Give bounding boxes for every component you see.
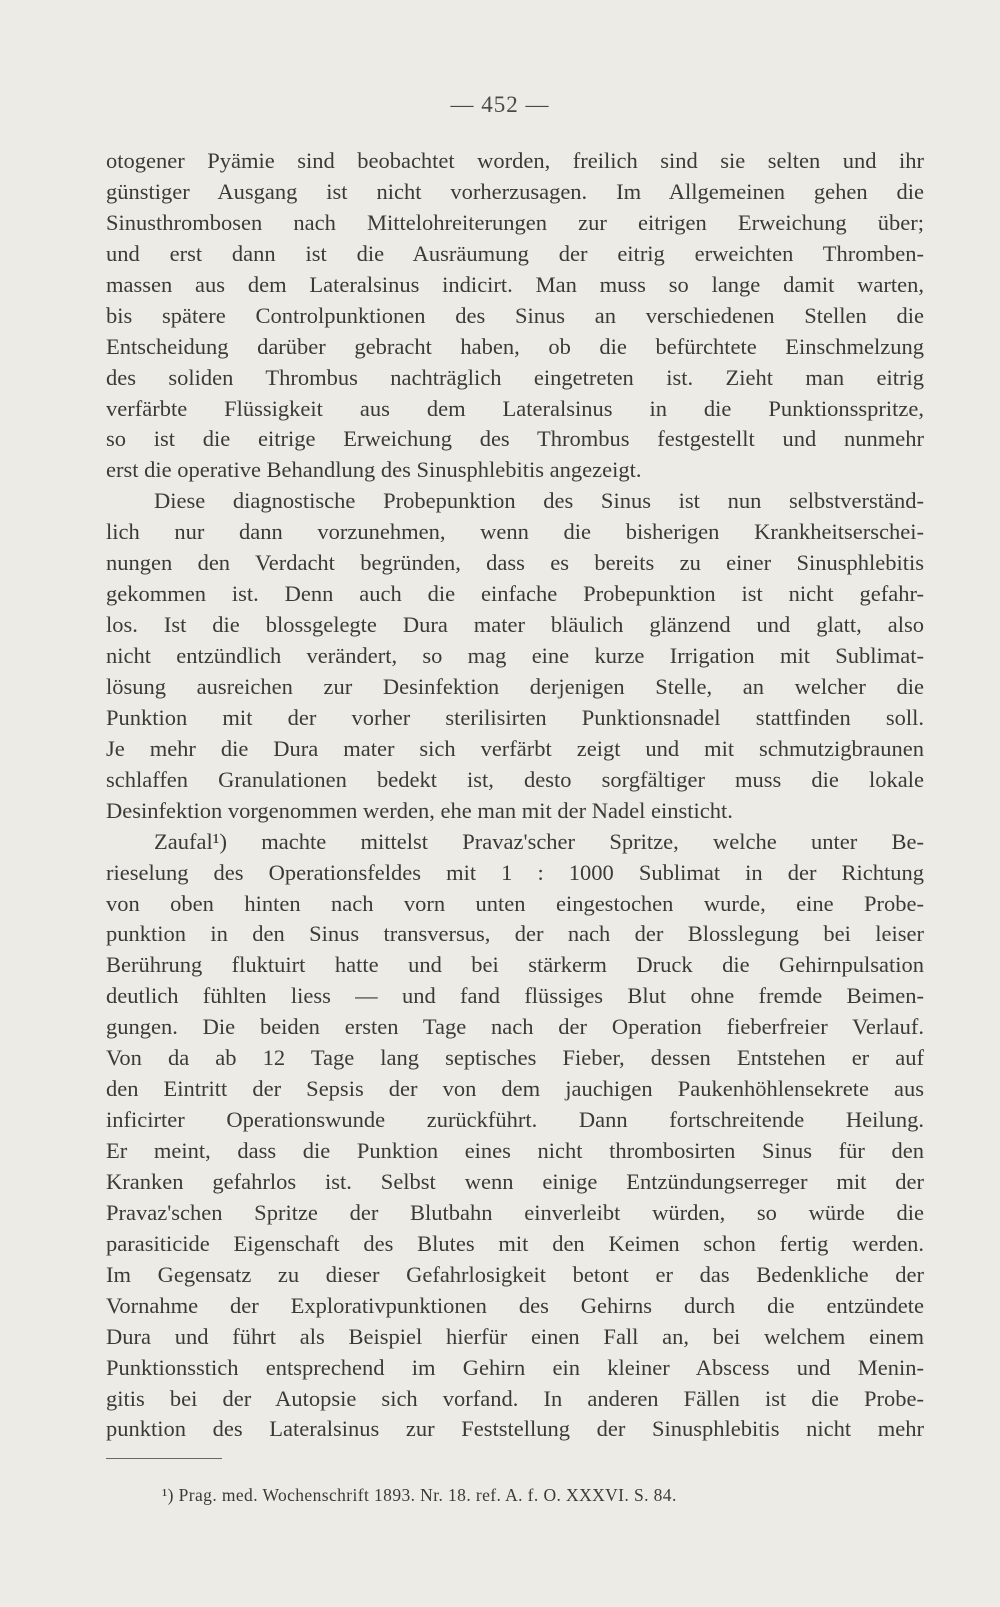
- text-line: Pravaz'schen Spritze der Blutbahn einverleibt würden, so würde die: [106, 1199, 924, 1225]
- text-line: Vornahme der Explorativpunktionen des Gehirns durch die entzündete: [106, 1292, 924, 1318]
- text-line: erst die operative Behandlung des Sinusphlebitis angezeigt.: [106, 457, 642, 483]
- text-line: des soliden Thrombus nachträglich eingetreten ist. Zieht man eitrig: [106, 364, 924, 390]
- text-line: schlaffen Granulationen bedekt ist, desto sorgfältiger muss die lokale: [106, 766, 924, 792]
- text-line: Im Gegensatz zu dieser Gefahrlosigkeit betont er das Bedenkliche der: [106, 1261, 924, 1287]
- text-line: nicht entzündlich verändert, so mag eine kurze Irrigation mit Sublimat-: [106, 643, 924, 668]
- text-line: massen aus dem Lateralsinus indicirt. Man muss so lange damit warten,: [106, 271, 924, 297]
- text-line: lich nur dann vorzunehmen, wenn die bisherigen Krankheitserschei-: [106, 519, 924, 545]
- text-line: Punktionsstich entsprechend im Gehirn ein kleiner Abscess und Menin-: [106, 1354, 924, 1380]
- text-line: gitis bei der Autopsie sich vorfand. In anderen Fällen ist die Probe-: [106, 1385, 924, 1411]
- text-line: den Eintritt der Sepsis der von dem jauchigen Paukenhöhlensekrete aus: [106, 1076, 924, 1102]
- text-line: Zaufal¹) machte mittelst Pravaz'scher Spritze, welche unter Be-: [154, 828, 924, 854]
- text-line: Punktion mit der vorher sterilisirten Punktionsnadel stattfinden soll.: [106, 704, 924, 730]
- page-number: — 452 —: [450, 92, 550, 117]
- text-line: Je mehr die Dura mater sich verfärbt zeigt und mit schmutzigbraunen: [106, 735, 924, 761]
- text-line: lösung ausreichen zur Desinfektion derjenigen Stelle, an welcher die: [106, 673, 924, 699]
- text-line: Diese diagnostische Probepunktion des Sinus ist nun selbstverständ-: [154, 488, 924, 514]
- text-line: punktion in den Sinus transversus, der nach der Blosslegung bei leiser: [106, 921, 924, 947]
- text-line: Dura und führt als Beispiel hierfür einen Fall an, bei welchem einem: [106, 1323, 924, 1349]
- text-line: so ist die eitrige Erweichung des Thrombus festgestellt und nunmehr: [106, 426, 924, 452]
- text-line: inficirter Operationswunde zurückführt. Dann fortschreitende Heilung.: [106, 1107, 924, 1133]
- text-line: deutlich fühlten liess — und fand flüssiges Blut ohne fremde Beimen-: [106, 983, 924, 1009]
- text-line: los. Ist die blossgelegte Dura mater bläulich glänzend und glatt, also: [106, 612, 924, 638]
- text-line: Desinfektion vorgenommen werden, ehe man mit der Nadel einsticht.: [106, 797, 733, 823]
- footnote: ¹) Prag. med. Wochenschrift 1893. Nr. 18. ref. A. f. O. XXXVI. S. 84.: [162, 1485, 677, 1505]
- text-line: nungen den Verdacht begründen, dass es bereits zu einer Sinusphlebitis: [106, 550, 924, 576]
- text-line: verfärbte Flüssigkeit aus dem Lateralsinus in die Punktionsspritze,: [106, 395, 924, 421]
- text-line: gungen. Die beiden ersten Tage nach der Operation fieberfreier Verlauf.: [106, 1014, 924, 1040]
- text-line: bis spätere Controlpunktionen des Sinus an verschiedenen Stellen die: [106, 302, 924, 328]
- footnote-divider: [106, 1458, 222, 1459]
- text-line: Er meint, dass die Punktion eines nicht thrombosirten Sinus für den: [106, 1138, 924, 1163]
- text-line: Von da ab 12 Tage lang septisches Fieber, dessen Entstehen er auf: [106, 1045, 924, 1071]
- text-line: günstiger Ausgang ist nicht vorherzusagen. Im Allgemeinen gehen die: [106, 178, 924, 204]
- text-line: Berührung fluktuirt hatte und bei stärkerm Druck die Gehirnpulsation: [106, 952, 924, 978]
- text-line: punktion des Lateralsinus zur Feststellung der Sinusphlebitis nicht mehr: [106, 1416, 924, 1442]
- text-line: und erst dann ist die Ausräumung der eitrig erweichten Thromben-: [106, 240, 924, 266]
- text-line: Kranken gefahrlos ist. Selbst wenn einige Entzündungserreger mit der: [106, 1168, 924, 1194]
- text-line: otogener Pyämie sind beobachtet worden, freilich sind sie selten und ihr: [106, 148, 924, 173]
- text-line: parasiticide Eigenschaft des Blutes mit den Keimen schon fertig werden.: [106, 1230, 924, 1256]
- body-text: [106, 146, 924, 1445]
- text-line: gekommen ist. Denn auch die einfache Probepunktion ist nicht gefahr-: [106, 581, 924, 607]
- text-line: rieselung des Operationsfeldes mit 1 : 1000 Sublimat in der Richtung: [106, 859, 924, 885]
- text-line: Sinusthrombosen nach Mittelohreiterungen zur eitrigen Erweichung über;: [106, 209, 924, 235]
- text-line: von oben hinten nach vorn unten eingestochen wurde, eine Probe-: [106, 890, 924, 916]
- text-line: Entscheidung darüber gebracht haben, ob die befürchtete Einschmelzung: [106, 333, 924, 359]
